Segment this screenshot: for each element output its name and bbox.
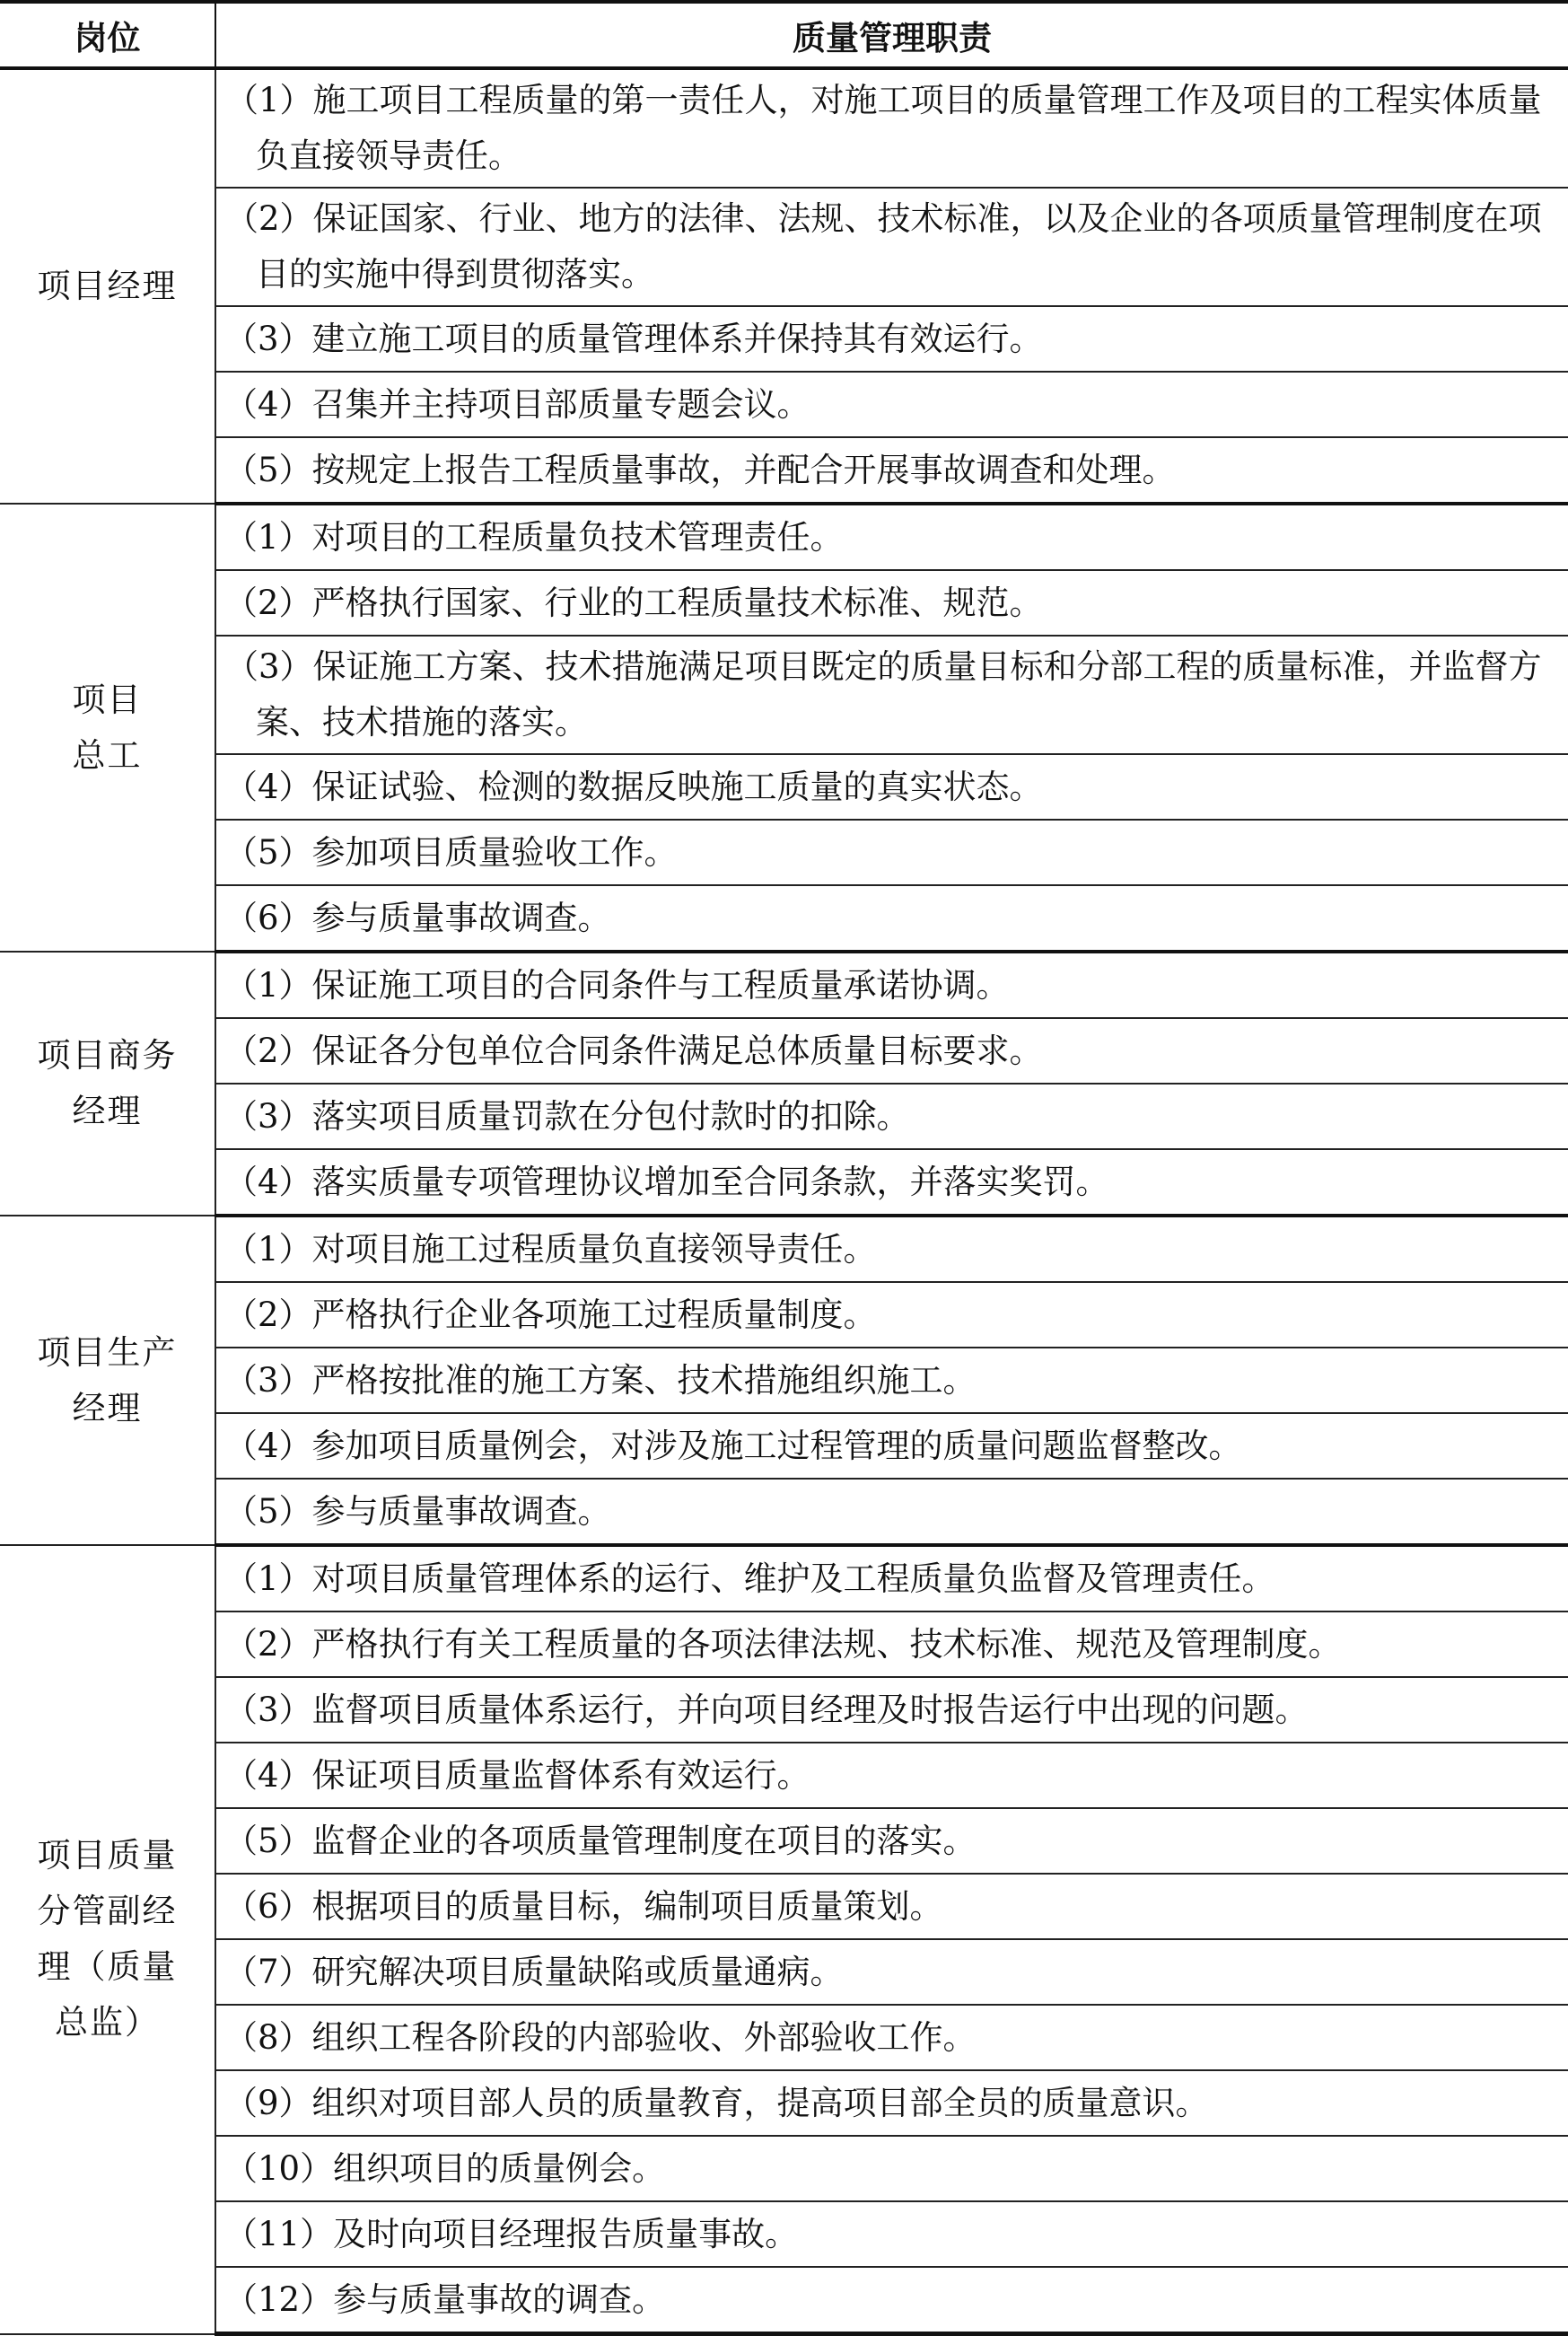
position-project-manager bbox=[0, 68, 215, 504]
table-row bbox=[0, 1413, 1568, 1479]
duty-item: （2）保证各分包单位合同条件满足总体质量目标要求。 bbox=[215, 1018, 1568, 1084]
table-row bbox=[0, 1939, 1568, 2005]
position-production-manager bbox=[0, 1216, 215, 1545]
table-header-row bbox=[0, 2, 1568, 68]
table-row bbox=[0, 2005, 1568, 2070]
duty-item: （1）对项目的工程质量负技术管理责任。 bbox=[215, 504, 1568, 570]
position-label: 项目商务经理 bbox=[37, 1036, 178, 1130]
table-row bbox=[0, 1808, 1568, 1874]
table-row bbox=[0, 1018, 1568, 1084]
table-row bbox=[0, 1479, 1568, 1545]
duty-item: （6）参与质量事故调查。 bbox=[215, 885, 1568, 952]
duty-item: （4）保证项目质量监督体系有效运行。 bbox=[215, 1743, 1568, 1808]
table-row bbox=[0, 1743, 1568, 1808]
table-row bbox=[0, 504, 1568, 570]
header-duties: 质量管理职责 bbox=[215, 2, 1568, 68]
table-row bbox=[0, 188, 1568, 306]
duty-item: （10）组织项目的质量例会。 bbox=[215, 2136, 1568, 2201]
table-row bbox=[0, 2070, 1568, 2136]
duty-item: （2）严格执行企业各项施工过程质量制度。 bbox=[215, 1282, 1568, 1348]
position-chief-engineer bbox=[0, 504, 215, 952]
table-row bbox=[0, 437, 1568, 504]
duty-item: （1）保证施工项目的合同条件与工程质量承诺协调。 bbox=[215, 952, 1568, 1018]
position-label: 项目生产经理 bbox=[37, 1332, 178, 1427]
duty-item: （9）组织对项目部人员的质量教育，提高项目部全员的质量意识。 bbox=[215, 2070, 1568, 2136]
duty-item: （3）保证施工方案、技术措施满足项目既定的质量目标和分部工程的质量标准，并监督方案、技术措施的落实。 bbox=[215, 636, 1568, 754]
duty-item: （12）参与质量事故的调查。 bbox=[215, 2267, 1568, 2334]
duty-item: （3）监督项目质量体系运行，并向项目经理及时报告运行中出现的问题。 bbox=[215, 1677, 1568, 1743]
duty-item: （6）根据项目的质量目标，编制项目质量策划。 bbox=[215, 1874, 1568, 1939]
position-quality-director bbox=[0, 1545, 215, 2334]
duty-item: （4）参加项目质量例会，对涉及施工过程管理的质量问题监督整改。 bbox=[215, 1413, 1568, 1479]
table-row bbox=[0, 2136, 1568, 2201]
table-row bbox=[0, 1282, 1568, 1348]
table-row bbox=[0, 2201, 1568, 2267]
table-row bbox=[0, 1874, 1568, 1939]
table-row bbox=[0, 2267, 1568, 2334]
table-row bbox=[0, 952, 1568, 1018]
table-row bbox=[0, 570, 1568, 636]
table-row bbox=[0, 68, 1568, 188]
duty-item: （2）保证国家、行业、地方的法律、法规、技术标准，以及企业的各项质量管理制度在项目的实施中得到贯彻落实。 bbox=[215, 188, 1568, 306]
table-row bbox=[0, 1149, 1568, 1216]
table-row bbox=[0, 1348, 1568, 1413]
table-row bbox=[0, 1216, 1568, 1282]
duty-item: （8）组织工程各阶段的内部验收、外部验收工作。 bbox=[215, 2005, 1568, 2070]
table-row bbox=[0, 636, 1568, 754]
duty-item: （5）监督企业的各项质量管理制度在项目的落实。 bbox=[215, 1808, 1568, 1874]
duty-item: （3）严格按批准的施工方案、技术措施组织施工。 bbox=[215, 1348, 1568, 1413]
duty-item: （1）对项目质量管理体系的运行、维护及工程质量负监督及管理责任。 bbox=[215, 1545, 1568, 1611]
duty-item: （3）建立施工项目的质量管理体系并保持其有效运行。 bbox=[215, 306, 1568, 372]
position-label: 项目质量分管副经理（质量总监） bbox=[37, 1836, 178, 2042]
table-row bbox=[0, 820, 1568, 885]
duty-item: （11）及时向项目经理报告质量事故。 bbox=[215, 2201, 1568, 2267]
duty-item: （2）严格执行国家、行业的工程质量技术标准、规范。 bbox=[215, 570, 1568, 636]
table-row bbox=[0, 306, 1568, 372]
position-label: 项目总工 bbox=[72, 680, 143, 775]
table-row bbox=[0, 885, 1568, 952]
duty-item: （5）参加项目质量验收工作。 bbox=[215, 820, 1568, 885]
table-row bbox=[0, 754, 1568, 820]
header-position: 岗位 bbox=[0, 2, 215, 68]
position-label: 项目经理 bbox=[37, 267, 178, 305]
table-row bbox=[0, 1611, 1568, 1677]
duty-item: （5）参与质量事故调查。 bbox=[215, 1479, 1568, 1545]
position-business-manager bbox=[0, 952, 215, 1216]
duty-item: （3）落实项目质量罚款在分包付款时的扣除。 bbox=[215, 1084, 1568, 1149]
duty-item: （4）召集并主持项目部质量专题会议。 bbox=[215, 372, 1568, 437]
duty-item: （4）落实质量专项管理协议增加至合同条款，并落实奖罚。 bbox=[215, 1149, 1568, 1216]
duty-item: （7）研究解决项目质量缺陷或质量通病。 bbox=[215, 1939, 1568, 2005]
table-row bbox=[0, 372, 1568, 437]
table-row bbox=[0, 1677, 1568, 1743]
table-row bbox=[0, 1545, 1568, 1611]
duty-item: （1）施工项目工程质量的第一责任人，对施工项目的质量管理工作及项目的工程实体质量负直接领导责任。 bbox=[215, 68, 1568, 188]
duty-item: （1）对项目施工过程质量负直接领导责任。 bbox=[215, 1216, 1568, 1282]
table-row bbox=[0, 1084, 1568, 1149]
duty-item: （5）按规定上报告工程质量事故，并配合开展事故调查和处理。 bbox=[215, 437, 1568, 504]
duty-item: （4）保证试验、检测的数据反映施工质量的真实状态。 bbox=[215, 754, 1568, 820]
duty-item: （2）严格执行有关工程质量的各项法律法规、技术标准、规范及管理制度。 bbox=[215, 1611, 1568, 1677]
